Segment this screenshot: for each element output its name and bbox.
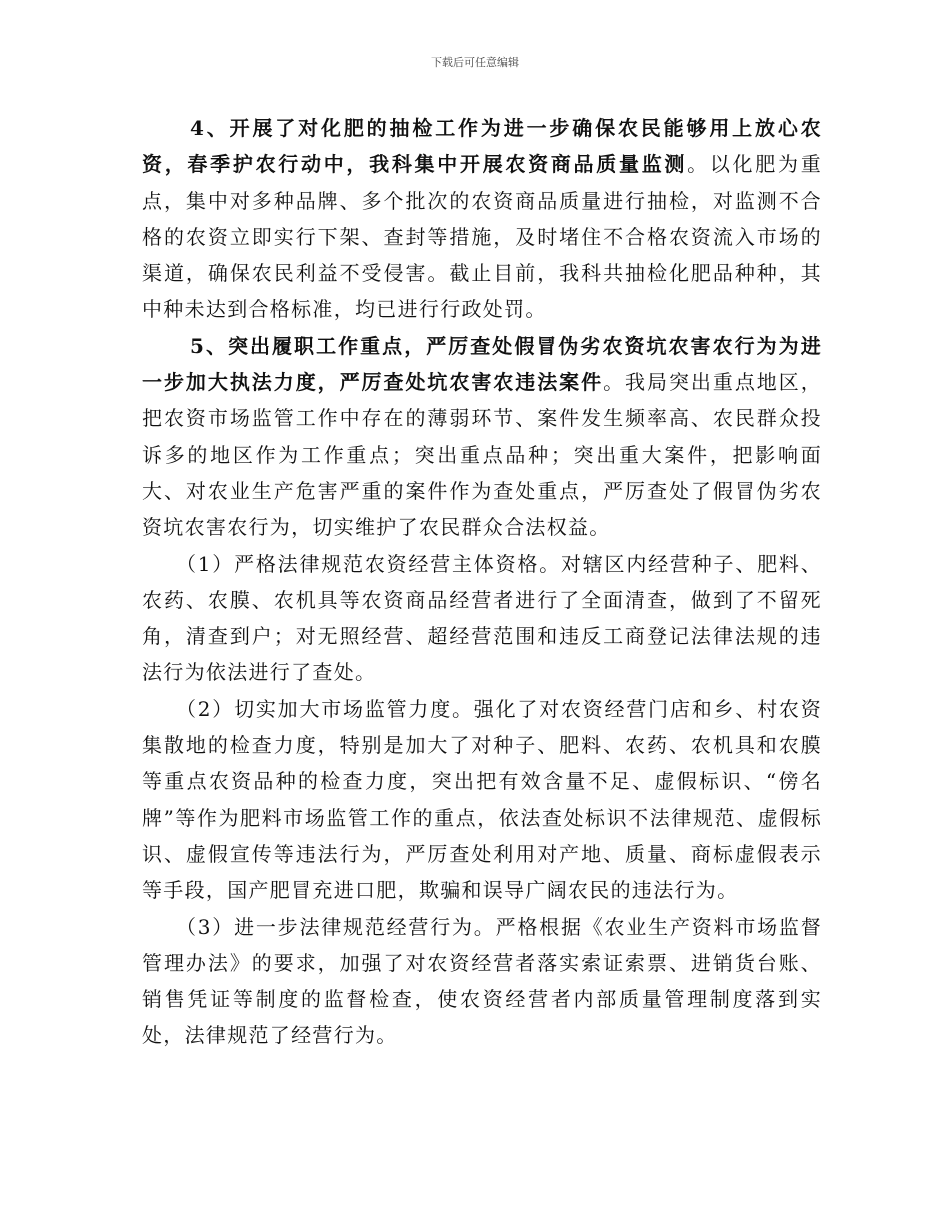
- document-body: [142, 110, 822, 1054]
- paragraph-4-text: 。以化肥为重点，集中对多种品牌、多个批次的农资商品质量进行抽检，对监测不合格的农资立即实行下架、查封等措施，及时堵住不合格农资流入市场的渠道，确保农民利益不受侵害。截止目前，我科共抽检化肥品种种，其中种未达到合格标准，均已进行行政处罚。: [142, 152, 822, 322]
- paragraph-5: [142, 328, 822, 546]
- paragraph-5-heading: 5、突出履职工作重点，严厉查处假冒伪劣农资坑农害农行为为进一步加大执法力度，严厉查处坑农害农违法案件: [142, 333, 822, 395]
- paragraph-4: [142, 110, 822, 328]
- paragraph-5-text: 。我局突出重点地区，把农资市场监管工作中存在的薄弱环节、案件发生频率高、农民群众投诉多的地区作为工作重点；突出重点品种；突出重大案件，把影响面大、对农业生产危害严重的案件作为查处重点，严厉查处了假冒伪劣农资坑农害农行为，切实维护了农民群众合法权益。: [142, 370, 822, 540]
- paragraph-sub-1: （1）严格法律规范农资经营主体资格。对辖区内经营种子、肥料、农药、农膜、农机具等农资商品经营者进行了全面清查，做到了不留死角，清查到户；对无照经营、超经营范围和违反工商登记法律法规的违法行为依法进行了查处。: [142, 551, 822, 685]
- paragraph-4-heading: 4、开展了对化肥的抽检工作为进一步确保农民能够用上放心农资，春季护农行动中，我科集中开展农资商品质量监测: [142, 116, 822, 177]
- paragraph-sub-2: （2）切实加大市场监管力度。强化了对农资经营门店和乡、村农资集散地的检查力度，特别是加大了对种子、肥料、农药、农机具和农膜等重点农资品种的检查力度，突出把有效含量不足、虚假标识、“傍名牌”等作为肥料市场监管工作的重点，依法查处标识不法律规范、虚假标识、虚假宣传等违法行为，严厉查处利用对产地、质量、商标虚假表示等手段，国产肥冒充进口肥，欺骗和误导广阔农民的违法行为。: [142, 696, 822, 903]
- paragraph-sub-3: （3）进一步法律规范经营行为。严格根据《农业生产资料市场监督管理办法》的要求，加强了对农资经营者落实索证索票、进销货台账、销售凭证等制度的监督检查，使农资经营者内部质量管理制度落到实处，法律规范了经营行为。: [142, 914, 822, 1048]
- page-header: 下载后可任意编辑: [431, 56, 519, 69]
